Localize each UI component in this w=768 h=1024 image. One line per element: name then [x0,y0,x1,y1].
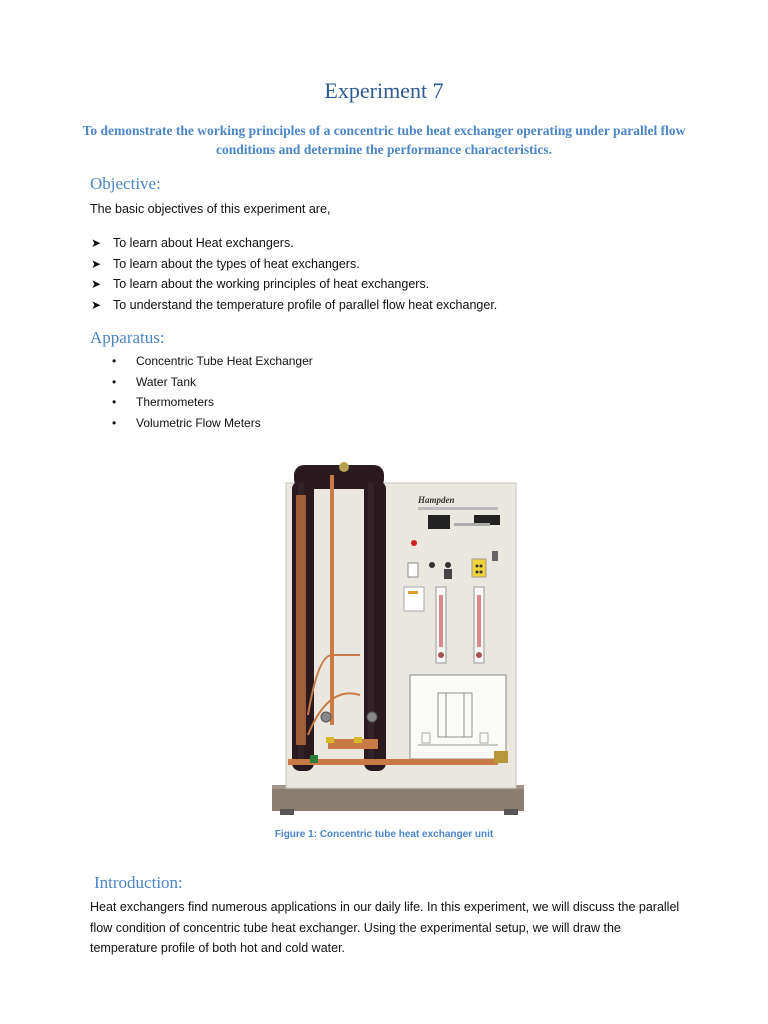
bullet-icon: • [112,395,117,409]
indicator-light [411,540,417,546]
heat-exchanger-figure [268,455,528,817]
insulated-tube-right [364,481,386,771]
bullet-icon: • [112,354,117,368]
figure-caption: Figure 1: Concentric tube heat exchanger unit [274,829,494,840]
list-item: • Concentric Tube Heat Exchanger [92,351,313,372]
list-item: • Thermometers [92,392,313,413]
pressure-gauge [321,712,331,722]
bullet-icon: • [112,415,117,430]
bullet-icon: • [112,374,117,389]
list-item: • Water Tank [92,372,313,393]
page-title: Experiment 7 [324,78,444,103]
brand-logo: Hampden [418,495,455,505]
arrow-bullet-icon: ➤ [91,297,102,312]
socket-panel [472,559,486,577]
schematic-diagram [410,675,506,759]
objective-list [91,233,497,315]
experiment-aim: To demonstrate the working principles of a concentric tube heat exchanger operating under parallel flow conditions and determine the performance characteristics. [82,123,686,157]
top-valve [339,462,349,472]
arrow-bullet-icon: ➤ [91,236,102,250]
list-item: • Volumetric Flow Meters [92,413,313,434]
arrow-bullet-icon: ➤ [91,277,102,291]
objective-heading: Objective: [90,174,161,193]
introduction-text: Heat exchangers find numerous applications in our daily life. In this experiment, we will discuss the parallel flow condition of concentric tube heat exchanger. Using the experimental setup, we will draw the temperature profile of both hot and cold water. [90,900,680,955]
list-item: ➤ To learn about Heat exchangers. [91,233,497,254]
warning-label [404,587,424,611]
copper-pipe [288,759,498,765]
display-left [428,515,450,529]
list-item: ➤ To understand the temperature profile of parallel flow heat exchanger. [91,295,497,316]
list-item: ➤ To learn about the types of heat exchangers. [91,254,497,275]
list-item: ➤ To learn about the working principles of heat exchangers. [91,274,497,295]
arrow-bullet-icon: ➤ [91,256,102,271]
introduction-heading: Introduction: [94,873,183,892]
apparatus-heading: Apparatus: [90,328,165,347]
objective-intro: The basic objectives of this experiment are, [90,202,331,216]
apparatus-list [92,351,313,433]
